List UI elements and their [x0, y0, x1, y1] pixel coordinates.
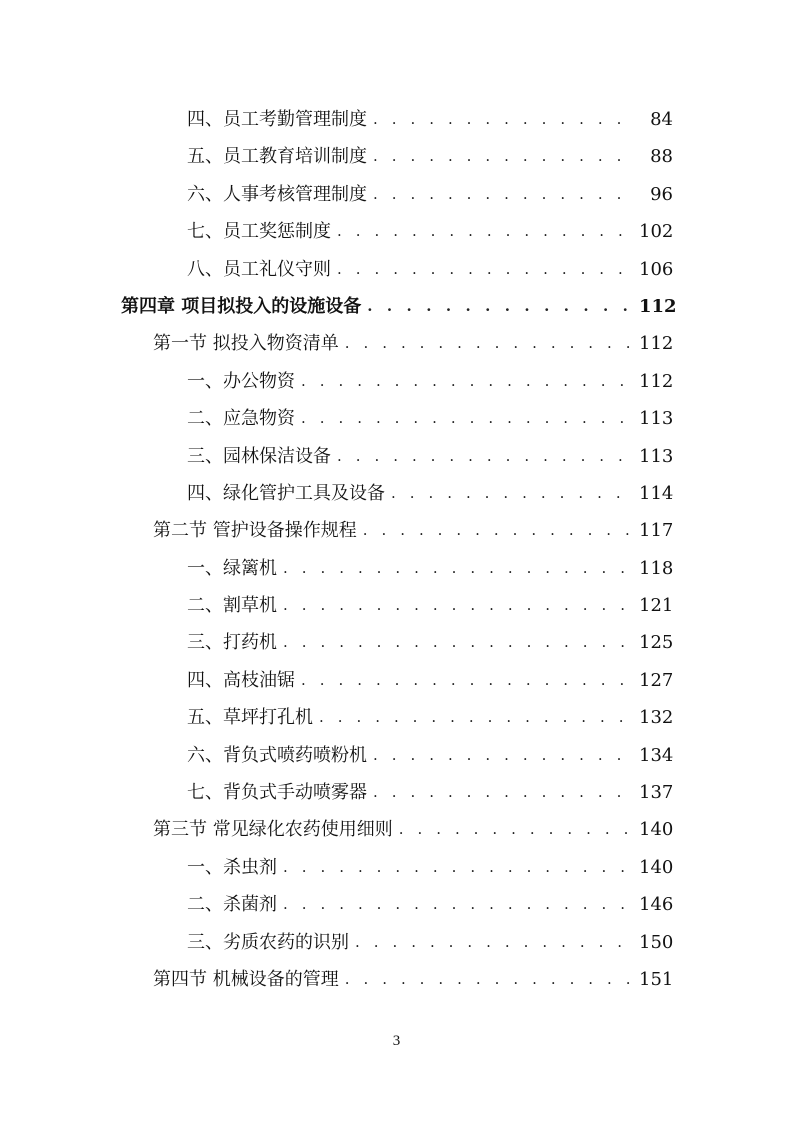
toc-entry-title: 三、劣质农药的识别	[187, 931, 349, 953]
toc-entry-page: 125	[639, 632, 674, 654]
toc-dot-leader	[363, 512, 635, 549]
toc-entry[interactable]	[0, 699, 793, 736]
toc-entry[interactable]	[0, 811, 793, 848]
toc-entry[interactable]	[0, 176, 793, 213]
toc-entry-page: 117	[639, 520, 674, 542]
toc-entry-page: 88	[650, 146, 673, 168]
toc-dot-leader	[391, 475, 635, 512]
toc-entry-title: 一、绿篱机	[187, 557, 277, 579]
toc-entry-page: 112	[639, 333, 674, 355]
toc-entry[interactable]	[0, 624, 793, 661]
toc-dot-leader	[283, 550, 635, 587]
toc-entry-page: 102	[639, 221, 674, 243]
toc-dot-leader	[337, 438, 635, 475]
toc-entry[interactable]	[0, 737, 793, 774]
toc-entry-title: 七、背负式手动喷雾器	[187, 782, 367, 804]
toc-entry-title: 三、园林保洁设备	[187, 445, 331, 467]
toc-entry[interactable]	[0, 662, 793, 699]
toc-dot-leader	[337, 251, 635, 288]
toc-dot-leader	[301, 400, 635, 437]
page-number: 3	[392, 1033, 401, 1049]
toc-entry-page: 151	[639, 968, 674, 990]
toc-entry[interactable]	[0, 400, 793, 437]
toc-entry[interactable]	[0, 475, 793, 512]
toc-entry-title: 四、员工考勤管理制度	[187, 109, 367, 130]
toc-entry-title: 二、应急物资	[187, 408, 295, 430]
toc-dot-leader	[373, 774, 635, 811]
toc-entry[interactable]	[0, 138, 793, 175]
toc-entry-page: 146	[639, 894, 674, 916]
toc-entry-title: 一、办公物资	[187, 370, 295, 392]
toc-entry-title: 二、割草机	[187, 595, 277, 617]
table-of-contents	[0, 101, 793, 998]
toc-dot-leader	[355, 924, 635, 961]
toc-entry[interactable]	[0, 961, 793, 998]
toc-dot-leader	[373, 737, 635, 774]
toc-dot-leader	[345, 325, 635, 362]
toc-entry-page: 114	[639, 482, 674, 504]
toc-entry[interactable]	[0, 363, 793, 400]
toc-entry[interactable]	[0, 849, 793, 886]
toc-entry-page: 96	[650, 183, 673, 205]
toc-entry[interactable]	[0, 774, 793, 811]
toc-entry-title: 第四章 项目拟投入的设施设备	[121, 295, 362, 317]
toc-entry-page: 127	[639, 669, 674, 691]
toc-entry[interactable]	[0, 288, 793, 325]
toc-entry-title: 八、员工礼仪守则	[187, 258, 331, 280]
toc-entry[interactable]	[0, 213, 793, 250]
toc-entry-page: 132	[639, 707, 674, 729]
toc-dot-leader	[373, 101, 635, 138]
toc-entry-title: 四、绿化管护工具及设备	[187, 482, 385, 504]
toc-dot-leader	[367, 288, 635, 325]
toc-entry-page: 150	[639, 931, 674, 953]
toc-entry-title: 一、杀虫剂	[187, 856, 277, 878]
toc-dot-leader	[283, 849, 635, 886]
toc-dot-leader	[283, 624, 635, 661]
toc-entry-title: 五、草坪打孔机	[187, 707, 313, 729]
toc-entry-page: 140	[639, 819, 674, 841]
toc-entry-title: 七、员工奖惩制度	[187, 221, 331, 243]
toc-dot-leader	[373, 138, 635, 175]
toc-entry-page: 118	[639, 557, 674, 579]
toc-entry[interactable]	[0, 325, 793, 362]
toc-entry[interactable]	[0, 587, 793, 624]
toc-entry-title: 六、背负式喷药喷粉机	[187, 744, 367, 766]
toc-entry-page: 140	[639, 856, 674, 878]
toc-entry-title: 第三节 常见绿化农药使用细则	[153, 819, 393, 841]
toc-entry-title: 三、打药机	[187, 632, 277, 654]
toc-dot-leader	[283, 886, 635, 923]
toc-entry-page: 113	[639, 408, 674, 430]
toc-entry-page: 137	[639, 782, 674, 804]
toc-entry-page: 121	[639, 595, 674, 617]
toc-entry-title: 四、高枝油锯	[187, 669, 295, 691]
toc-entry-title: 六、人事考核管理制度	[187, 183, 367, 205]
toc-dot-leader	[373, 176, 635, 213]
toc-entry-page: 134	[639, 744, 674, 766]
toc-entry[interactable]	[0, 251, 793, 288]
toc-dot-leader	[399, 811, 635, 848]
toc-entry-page: 113	[639, 445, 674, 467]
toc-entry[interactable]	[0, 550, 793, 587]
toc-dot-leader	[337, 213, 635, 250]
toc-dot-leader	[301, 662, 635, 699]
toc-entry[interactable]	[0, 101, 793, 138]
toc-dot-leader	[319, 699, 635, 736]
toc-entry-title: 第一节 拟投入物资清单	[153, 333, 339, 355]
toc-entry-page: 112	[639, 370, 674, 392]
toc-entry[interactable]	[0, 438, 793, 475]
toc-dot-leader	[283, 587, 635, 624]
toc-entry[interactable]	[0, 924, 793, 961]
toc-entry-title: 第二节 管护设备操作规程	[153, 520, 357, 542]
toc-entry-title: 二、杀菌剂	[187, 894, 277, 916]
toc-dot-leader	[301, 363, 635, 400]
toc-entry[interactable]	[0, 512, 793, 549]
toc-entry-title: 五、员工教育培训制度	[187, 146, 367, 168]
toc-entry-page: 112	[639, 295, 677, 317]
toc-entry[interactable]	[0, 886, 793, 923]
toc-entry-page: 106	[639, 258, 674, 280]
toc-entry-title: 第四节 机械设备的管理	[153, 968, 339, 990]
toc-entry-page: 84	[650, 109, 673, 130]
toc-dot-leader	[345, 961, 635, 998]
